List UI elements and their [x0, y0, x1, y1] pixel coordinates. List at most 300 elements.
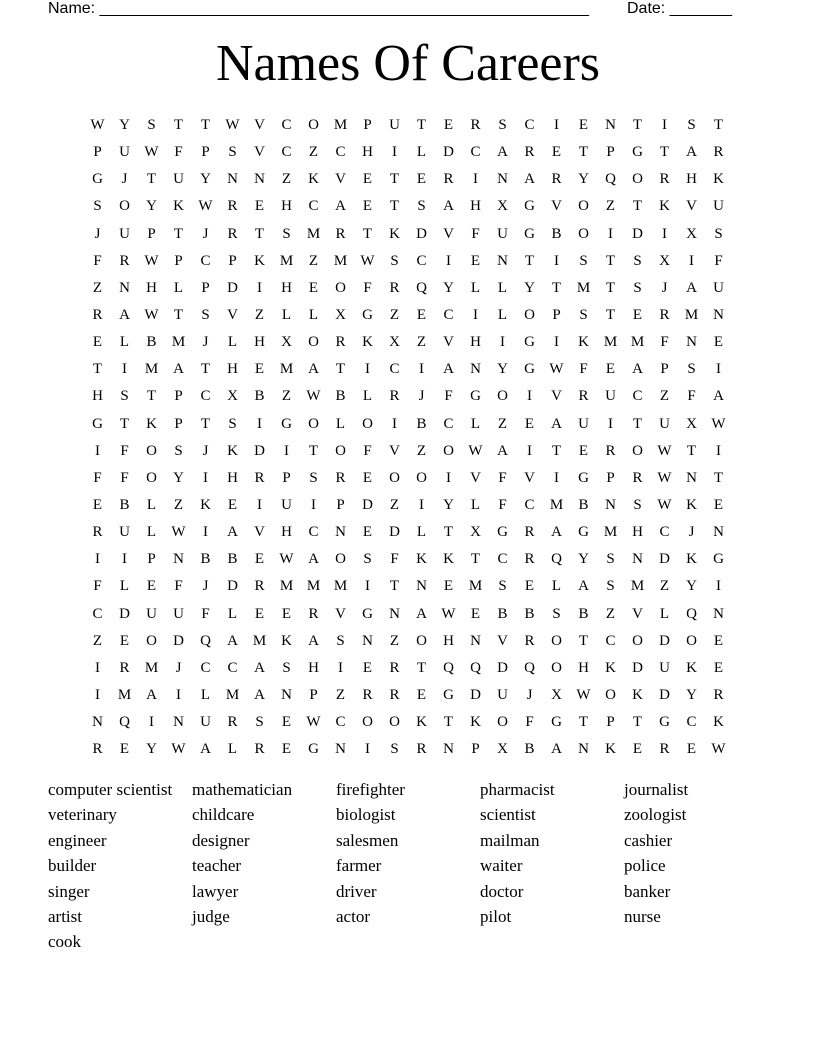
grid-letter: K [443, 551, 454, 568]
grid-letter: I [95, 659, 100, 676]
grid-letter: T [173, 117, 184, 133]
grid-letter: A [227, 632, 238, 649]
grid-letter: H [281, 198, 292, 215]
grid-letter: I [716, 361, 721, 378]
grid-letter: R [524, 551, 535, 568]
grid-letter: T [173, 225, 184, 242]
grid-letter: Z [335, 686, 346, 703]
grid-letter: Z [308, 252, 319, 269]
grid-letter: V [443, 334, 454, 351]
grid-letter: C [308, 198, 319, 215]
grid-letter: N [416, 578, 427, 595]
grid-letter: C [200, 659, 211, 676]
grid-letter: P [174, 388, 183, 405]
grid-letter: E [227, 496, 238, 513]
grid-letter: R [605, 442, 616, 459]
grid-letter: W [360, 252, 375, 269]
grid-letter: N [497, 252, 508, 269]
grid-letter: I [338, 659, 343, 676]
word-list-item: banker [624, 881, 671, 901]
grid-letter: M [279, 578, 294, 595]
grid-letter: O [308, 117, 319, 133]
grid-letter: J [202, 225, 209, 242]
grid-letter: Z [389, 496, 400, 513]
grid-letter: H [632, 524, 643, 541]
grid-letter: M [279, 361, 294, 378]
grid-letter: I [257, 279, 262, 296]
grid-letter: K [686, 496, 697, 513]
grid-letter: E [308, 279, 319, 296]
grid-letter: E [362, 469, 373, 486]
grid-letter: W [468, 442, 483, 459]
grid-letter: N [497, 171, 508, 188]
grid-letter: W [306, 714, 321, 731]
grid-letter: K [227, 442, 238, 459]
grid-letter: K [713, 171, 724, 188]
grid-letter: T [200, 415, 211, 432]
grid-letter: C [497, 551, 508, 568]
grid-letter: M [306, 225, 321, 242]
grid-letter: Z [497, 415, 508, 432]
grid-letter: U [119, 144, 130, 161]
grid-letter: M [630, 578, 645, 595]
grid-letter: G [551, 714, 562, 731]
grid-letter: W [657, 442, 672, 459]
grid-letter: L [470, 415, 481, 432]
grid-letter: K [659, 198, 670, 215]
grid-letter: O [146, 469, 157, 486]
grid-letter: R [119, 659, 130, 676]
grid-letter: S [120, 388, 129, 405]
grid-letter: R [254, 741, 265, 758]
grid-letter: F [444, 388, 453, 405]
grid-letter: G [362, 306, 373, 323]
grid-letter: M [333, 578, 348, 595]
grid-letter: T [254, 225, 265, 242]
grid-letter: I [554, 469, 559, 486]
grid-letter: V [254, 117, 265, 133]
grid-letter: E [470, 252, 481, 269]
word-list-item: journalist [624, 780, 689, 799]
grid-letter: R [632, 469, 643, 486]
grid-letter: L [497, 306, 508, 323]
grid-letter: T [92, 361, 103, 378]
grid-letter: V [254, 524, 265, 541]
grid-letter: P [282, 469, 291, 486]
grid-letter: M [630, 334, 645, 351]
grid-letter: N [335, 524, 346, 541]
grid-letter: P [309, 686, 318, 703]
grid-letter: U [119, 524, 130, 541]
grid-letter: G [470, 388, 481, 405]
grid-letter: T [308, 442, 319, 459]
grid-letter: M [333, 117, 348, 133]
grid-letter: N [470, 361, 481, 378]
grid-letter: Q [119, 714, 130, 731]
grid-letter: R [470, 117, 481, 133]
grid-letter: A [308, 551, 319, 568]
grid-letter: I [149, 714, 154, 731]
grid-letter: O [632, 171, 643, 188]
grid-letter: R [713, 686, 724, 703]
grid-letter: S [201, 306, 210, 323]
grid-letter: I [716, 442, 721, 459]
grid-letter: E [524, 415, 535, 432]
grid-letter: F [471, 225, 480, 242]
grid-letter: M [333, 252, 348, 269]
grid-letter: I [446, 469, 451, 486]
grid-letter: I [203, 524, 208, 541]
grid-letter: P [93, 144, 102, 161]
grid-letter: A [227, 524, 238, 541]
grid-letter: R [659, 306, 670, 323]
word-list-item: builder [48, 856, 97, 876]
grid-letter: Q [200, 632, 211, 649]
grid-letter: H [227, 469, 238, 486]
grid-letter: D [416, 225, 427, 242]
grid-letter: J [661, 279, 668, 296]
grid-letter: O [443, 442, 454, 459]
grid-letter: F [120, 442, 129, 459]
word-list-item: salesmen [336, 830, 399, 850]
grid-letter: X [335, 306, 346, 323]
grid-letter: O [497, 714, 508, 731]
grid-letter: E [254, 198, 265, 215]
word-list-item: zoologist [624, 805, 687, 825]
grid-letter: E [416, 171, 427, 188]
grid-letter: R [578, 388, 589, 405]
grid-letter: T [389, 578, 400, 595]
grid-letter: T [632, 415, 643, 432]
grid-letter: D [173, 632, 184, 649]
grid-letter: B [578, 496, 589, 513]
grid-letter: W [279, 551, 294, 568]
grid-letter: Z [308, 144, 319, 161]
grid-letter: J [418, 388, 425, 405]
grid-letter: T [713, 469, 724, 486]
grid-letter: E [281, 605, 292, 622]
grid-letter: K [389, 225, 400, 242]
grid-letter: I [365, 361, 370, 378]
grid-letter: W [306, 388, 321, 405]
grid-letter: Y [200, 171, 211, 188]
grid-letter: H [686, 171, 697, 188]
grid-letter: X [551, 686, 562, 703]
grid-letter: G [578, 469, 589, 486]
grid-letter: V [227, 306, 238, 323]
grid-letter: W [144, 306, 159, 323]
grid-letter: H [578, 659, 589, 676]
grid-letter: G [281, 415, 292, 432]
grid-letter: N [173, 714, 184, 731]
grid-letter: T [389, 198, 400, 215]
grid-letter: A [497, 144, 508, 161]
grid-letter: W [549, 361, 564, 378]
grid-letter: Q [524, 659, 535, 676]
grid-letter: S [147, 117, 156, 133]
grid-letter: B [335, 388, 346, 405]
grid-letter: E [281, 741, 292, 758]
grid-letter: J [175, 659, 182, 676]
grid-letter: O [578, 225, 589, 242]
grid-letter: B [416, 415, 427, 432]
grid-letter: R [551, 171, 562, 188]
grid-letter: Z [659, 578, 670, 595]
grid-letter: F [120, 469, 129, 486]
grid-letter: Z [659, 388, 670, 405]
grid-letter: B [146, 334, 157, 351]
grid-letter: Y [524, 279, 535, 296]
grid-letter: V [389, 442, 400, 459]
grid-letter: T [605, 252, 616, 269]
grid-letter: K [281, 632, 292, 649]
grid-letter: A [524, 171, 535, 188]
grid-letter: E [92, 334, 103, 351]
grid-letter: A [686, 279, 697, 296]
grid-letter: Y [497, 361, 508, 378]
grid-letter: W [657, 496, 672, 513]
grid-letter: S [498, 117, 507, 133]
grid-letter: Z [416, 442, 427, 459]
word-list-item: judge [192, 906, 230, 926]
grid-letter: U [713, 279, 724, 296]
grid-letter: P [174, 415, 183, 432]
grid-letter: C [200, 252, 211, 269]
grid-letter: D [632, 659, 643, 676]
grid-letter: W [225, 117, 240, 133]
grid-letter: R [713, 144, 724, 161]
grid-letter: I [527, 388, 532, 405]
grid-letter: D [389, 524, 400, 541]
grid-letter: P [147, 551, 156, 568]
grid-letter: L [362, 388, 373, 405]
grid-letter: S [228, 415, 237, 432]
grid-letter: S [228, 144, 237, 161]
grid-letter: A [497, 442, 508, 459]
grid-letter: G [362, 605, 373, 622]
grid-letter: P [471, 741, 480, 758]
grid-letter: V [335, 171, 346, 188]
grid-letter: K [713, 714, 724, 731]
grid-letter: T [659, 144, 670, 161]
grid-letter: E [362, 524, 373, 541]
grid-letter: N [254, 171, 265, 188]
grid-letter: L [416, 524, 427, 541]
grid-letter: G [713, 551, 724, 568]
grid-letter: M [117, 686, 132, 703]
grid-letter: Q [416, 279, 427, 296]
grid-letter: I [95, 686, 100, 703]
grid-letter: I [473, 306, 478, 323]
grid-letter: T [551, 442, 562, 459]
grid-letter: T [605, 279, 616, 296]
grid-letter: M [603, 524, 618, 541]
grid-letter: N [227, 171, 238, 188]
grid-letter: L [335, 415, 346, 432]
grid-letter: S [498, 578, 507, 595]
grid-letter: A [551, 524, 562, 541]
grid-letter: S [255, 714, 264, 731]
grid-letter: R [92, 741, 103, 758]
grid-letter: F [93, 469, 102, 486]
grid-letter: E [146, 578, 157, 595]
grid-letter: I [716, 578, 721, 595]
grid-letter: P [228, 252, 237, 269]
grid-letter: R [524, 632, 535, 649]
grid-letter: Z [389, 306, 400, 323]
grid-letter: C [227, 659, 238, 676]
grid-letter: C [524, 117, 535, 133]
grid-letter: C [308, 524, 319, 541]
grid-letter: M [144, 361, 159, 378]
grid-letter: H [281, 279, 292, 296]
grid-letter: A [173, 361, 184, 378]
grid-letter: L [470, 496, 481, 513]
grid-letter: F [93, 578, 102, 595]
grid-letter: C [389, 361, 400, 378]
grid-letter: I [122, 551, 127, 568]
grid-letter: N [713, 524, 724, 541]
grid-letter: A [308, 361, 319, 378]
grid-letter: R [335, 225, 346, 242]
grid-letter: U [146, 605, 157, 622]
grid-letter: R [92, 306, 103, 323]
grid-letter: I [284, 442, 289, 459]
grid-letter: S [606, 578, 615, 595]
date-field-label: Date: _______ [627, 0, 732, 17]
grid-letter: B [254, 388, 265, 405]
grid-letter: H [227, 361, 238, 378]
grid-letter: Y [443, 496, 454, 513]
grid-letter: T [632, 198, 643, 215]
grid-letter: B [524, 605, 535, 622]
grid-letter: U [200, 714, 211, 731]
grid-letter: E [524, 578, 535, 595]
grid-letter: O [335, 442, 346, 459]
grid-letter: L [551, 578, 562, 595]
grid-letter: S [282, 659, 291, 676]
grid-letter: I [689, 252, 694, 269]
grid-letter: D [227, 279, 238, 296]
word-list-item: teacher [192, 856, 242, 876]
grid-letter: E [713, 632, 724, 649]
grid-letter: T [578, 714, 589, 731]
grid-letter: R [227, 225, 238, 242]
grid-letter: K [686, 659, 697, 676]
grid-letter: L [146, 524, 157, 541]
grid-letter: S [390, 741, 399, 758]
grid-letter: S [363, 551, 372, 568]
grid-letter: T [119, 415, 130, 432]
grid-letter: S [579, 306, 588, 323]
grid-letter: V [632, 605, 643, 622]
grid-letter: I [419, 361, 424, 378]
grid-letter: N [443, 741, 454, 758]
grid-letter: S [687, 361, 696, 378]
grid-letter: F [525, 714, 534, 731]
grid-letter: T [200, 117, 211, 133]
grid-letter: A [254, 686, 265, 703]
grid-letter: E [119, 741, 130, 758]
grid-letter: O [686, 632, 697, 649]
grid-letter: B [551, 225, 562, 242]
grid-letter: I [419, 496, 424, 513]
grid-letter: F [660, 334, 669, 351]
grid-letter: D [227, 578, 238, 595]
grid-letter: T [146, 388, 157, 405]
grid-letter: D [119, 605, 130, 622]
grid-letter: T [443, 524, 454, 541]
grid-letter: Q [443, 659, 454, 676]
name-field-label: Name: _______________________________________________________ [48, 0, 589, 17]
grid-letter: I [662, 225, 667, 242]
grid-letter: K [308, 171, 319, 188]
grid-letter: M [549, 496, 564, 513]
grid-letter: V [551, 198, 562, 215]
grid-letter: U [578, 415, 589, 432]
grid-letter: X [470, 524, 481, 541]
grid-letter: J [94, 225, 101, 242]
grid-letter: R [227, 714, 238, 731]
grid-letter: Y [686, 686, 697, 703]
grid-letter: C [335, 144, 346, 161]
word-list-item: lawyer [192, 881, 239, 901]
grid-letter: R [389, 686, 400, 703]
grid-letter: B [578, 605, 589, 622]
grid-letter: H [92, 388, 103, 405]
grid-letter: V [551, 388, 562, 405]
grid-letter: Q [605, 171, 616, 188]
grid-letter: S [633, 279, 642, 296]
word-list-item: scientist [480, 805, 536, 825]
grid-letter: L [227, 334, 238, 351]
grid-letter: S [633, 252, 642, 269]
grid-letter: X [497, 741, 508, 758]
grid-letter: O [551, 632, 562, 649]
worksheet-header [48, 0, 748, 20]
grid-letter: Y [578, 171, 589, 188]
grid-letter: Q [686, 605, 697, 622]
grid-letter: G [308, 741, 319, 758]
grid-letter: T [578, 632, 589, 649]
grid-letter: T [416, 117, 427, 133]
grid-letter: S [714, 225, 723, 242]
grid-letter: A [200, 741, 211, 758]
grid-letter: I [311, 496, 316, 513]
word-list-item: cashier [624, 830, 673, 850]
grid-letter: I [95, 442, 100, 459]
grid-letter: V [254, 144, 265, 161]
grid-letter: C [470, 144, 481, 161]
grid-letter: K [416, 551, 427, 568]
grid-letter: W [711, 741, 726, 758]
grid-letter: H [470, 334, 481, 351]
grid-letter: J [688, 524, 695, 541]
grid-letter: Z [173, 496, 184, 513]
grid-letter: A [416, 605, 427, 622]
grid-letter: O [335, 279, 346, 296]
grid-letter: D [362, 496, 373, 513]
grid-letter: E [92, 496, 103, 513]
grid-letter: S [579, 252, 588, 269]
grid-letter: V [497, 632, 508, 649]
grid-letter: I [662, 117, 667, 133]
grid-letter: U [173, 605, 184, 622]
grid-letter: S [606, 551, 615, 568]
word-list-item: mathematician [192, 780, 293, 799]
grid-letter: E [443, 578, 454, 595]
grid-letter: I [95, 551, 100, 568]
